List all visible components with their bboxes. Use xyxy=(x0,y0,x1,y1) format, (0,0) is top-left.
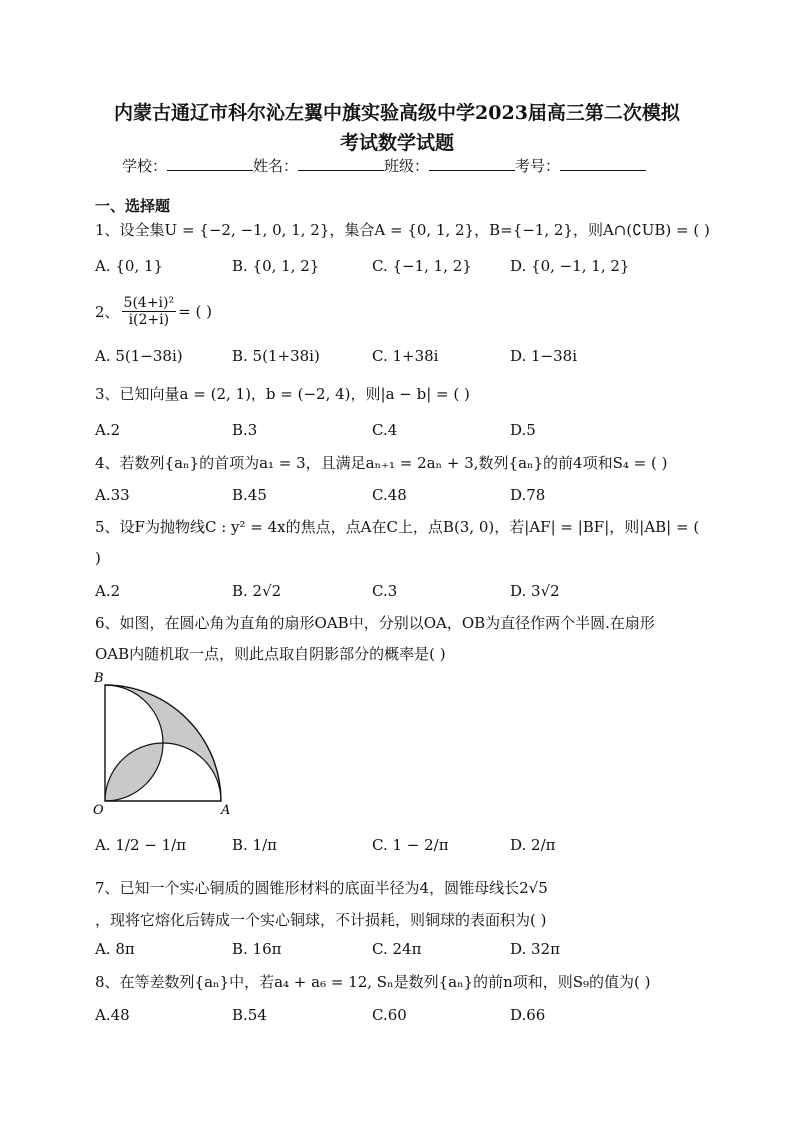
option-d: D. 3√2 xyxy=(510,582,560,600)
option-b: B. 16π xyxy=(232,940,282,958)
question-text: 在等差数列{aₙ}中，若a₄ + a₆ = 12, Sₙ是数列{aₙ}的前n项和，则S₉的值为( ) xyxy=(119,973,651,991)
option-c: C. 24π xyxy=(372,940,422,958)
option-c: C. 1+38i xyxy=(372,347,439,365)
question-number: 3、 xyxy=(95,385,120,403)
option-b: B.3 xyxy=(232,421,258,439)
option-b: B. 1/π xyxy=(232,836,278,854)
option-b: B.45 xyxy=(232,486,267,504)
question-text: 设全集U = {−2, −1, 0, 1, 2}，集合A = {0, 1, 2}，B={−1, 2}，则A∩(∁UB) = ( ) xyxy=(119,221,710,239)
fraction xyxy=(122,295,177,328)
question-text: 设F为抛物线C : y² = 4x的焦点，点A在C上，点B(3, 0)，若|AF| = |BF|，则|AB| = ( xyxy=(119,518,700,536)
option-c: C.3 xyxy=(372,582,398,600)
option-b: B. 2√2 xyxy=(232,582,282,600)
student-info-row xyxy=(122,155,646,176)
option-d: D.78 xyxy=(510,486,546,504)
exam-title-line1: 内蒙古通辽市科尔沁左翼中旗实验高级中学2023届高三第二次模拟 xyxy=(114,102,680,124)
question-text: 如图，在圆心角为直角的扇形OAB中，分别以OA，OB为直径作两个半圆.在扇形 xyxy=(119,614,655,632)
option-a: A.2 xyxy=(95,582,121,600)
section-heading: 一、选择题 xyxy=(95,197,171,215)
question-text: 已知一个实心铜质的圆锥形材料的底面半径为4，圆锥母线长2√5 xyxy=(119,879,548,897)
question-1 xyxy=(95,219,710,240)
question-number: 7、 xyxy=(95,879,120,897)
option-a: A. 1/2 − 1/π xyxy=(95,836,187,854)
numerator: 5(4+i)² xyxy=(123,295,175,311)
label-o: O xyxy=(93,803,104,818)
option-c: C.60 xyxy=(372,1006,407,1024)
question-8 xyxy=(95,971,651,992)
question-6-continued: OAB内随机取一点，则此点取自阴影部分的概率是( ) xyxy=(95,645,446,663)
option-a: A.2 xyxy=(95,421,121,439)
school-blank[interactable] xyxy=(167,156,253,171)
exam-title-line2: 考试数学试题 xyxy=(339,132,454,154)
option-d: D. {0, −1, 1, 2} xyxy=(510,257,630,275)
option-c: C.4 xyxy=(372,421,398,439)
option-b: B. 5(1+38i) xyxy=(232,347,320,365)
option-c: C. {−1, 1, 2} xyxy=(372,257,472,275)
class-label: 班级： xyxy=(384,157,430,175)
name-blank[interactable] xyxy=(298,156,384,171)
question-5-continued: ) xyxy=(95,549,101,567)
question-tail: = ( ) xyxy=(178,302,212,321)
question-7-continued: ，现将它熔化后铸成一个实心铜球，不计损耗，则铜球的表面积为( ) xyxy=(95,911,547,929)
sector-figure xyxy=(90,668,240,818)
question-number: 6、 xyxy=(95,614,120,632)
option-a: A. 8π xyxy=(95,940,135,958)
label-b: B xyxy=(94,671,104,686)
option-d: D.5 xyxy=(510,421,536,439)
option-d: D.66 xyxy=(510,1006,546,1024)
question-3 xyxy=(95,383,470,404)
school-label: 学校： xyxy=(122,157,168,175)
shaded-inner-region xyxy=(105,743,163,801)
question-number: 2、 xyxy=(95,303,120,321)
option-b: B.54 xyxy=(232,1006,267,1024)
option-a: A.33 xyxy=(95,486,130,504)
exam-number-label: 考号： xyxy=(515,157,561,175)
question-number: 8、 xyxy=(95,973,120,991)
question-7 xyxy=(95,877,548,898)
option-a: A.48 xyxy=(95,1006,130,1024)
option-d: D. 32π xyxy=(510,940,560,958)
option-a: A. {0, 1} xyxy=(95,257,164,275)
question-number: 4、 xyxy=(95,454,120,472)
question-6 xyxy=(95,612,655,633)
class-blank[interactable] xyxy=(429,156,515,171)
option-b: B. {0, 1, 2} xyxy=(232,257,320,275)
exam-number-blank[interactable] xyxy=(560,156,646,171)
question-4 xyxy=(95,452,667,473)
option-d: D. 2/π xyxy=(510,836,556,854)
label-a: A xyxy=(221,803,231,818)
option-d: D. 1−38i xyxy=(510,347,578,365)
option-c: C. 1 − 2/π xyxy=(372,836,449,854)
denominator: i(2+i) xyxy=(128,312,170,328)
question-number: 5、 xyxy=(95,518,120,536)
question-2 xyxy=(95,295,212,328)
question-text: 已知向量a = (2, 1)，b = (−2, 4)，则|a − b| = ( ) xyxy=(119,385,470,403)
question-number: 1、 xyxy=(95,221,120,239)
question-5 xyxy=(95,516,699,537)
name-label: 姓名： xyxy=(253,157,299,175)
option-a: A. 5(1−38i) xyxy=(95,347,183,365)
option-c: C.48 xyxy=(372,486,407,504)
question-text: 若数列{aₙ}的首项为a₁ = 3，且满足aₙ₊₁ = 2aₙ + 3,数列{aₙ}的前4项和S₄ = ( ) xyxy=(119,454,668,472)
